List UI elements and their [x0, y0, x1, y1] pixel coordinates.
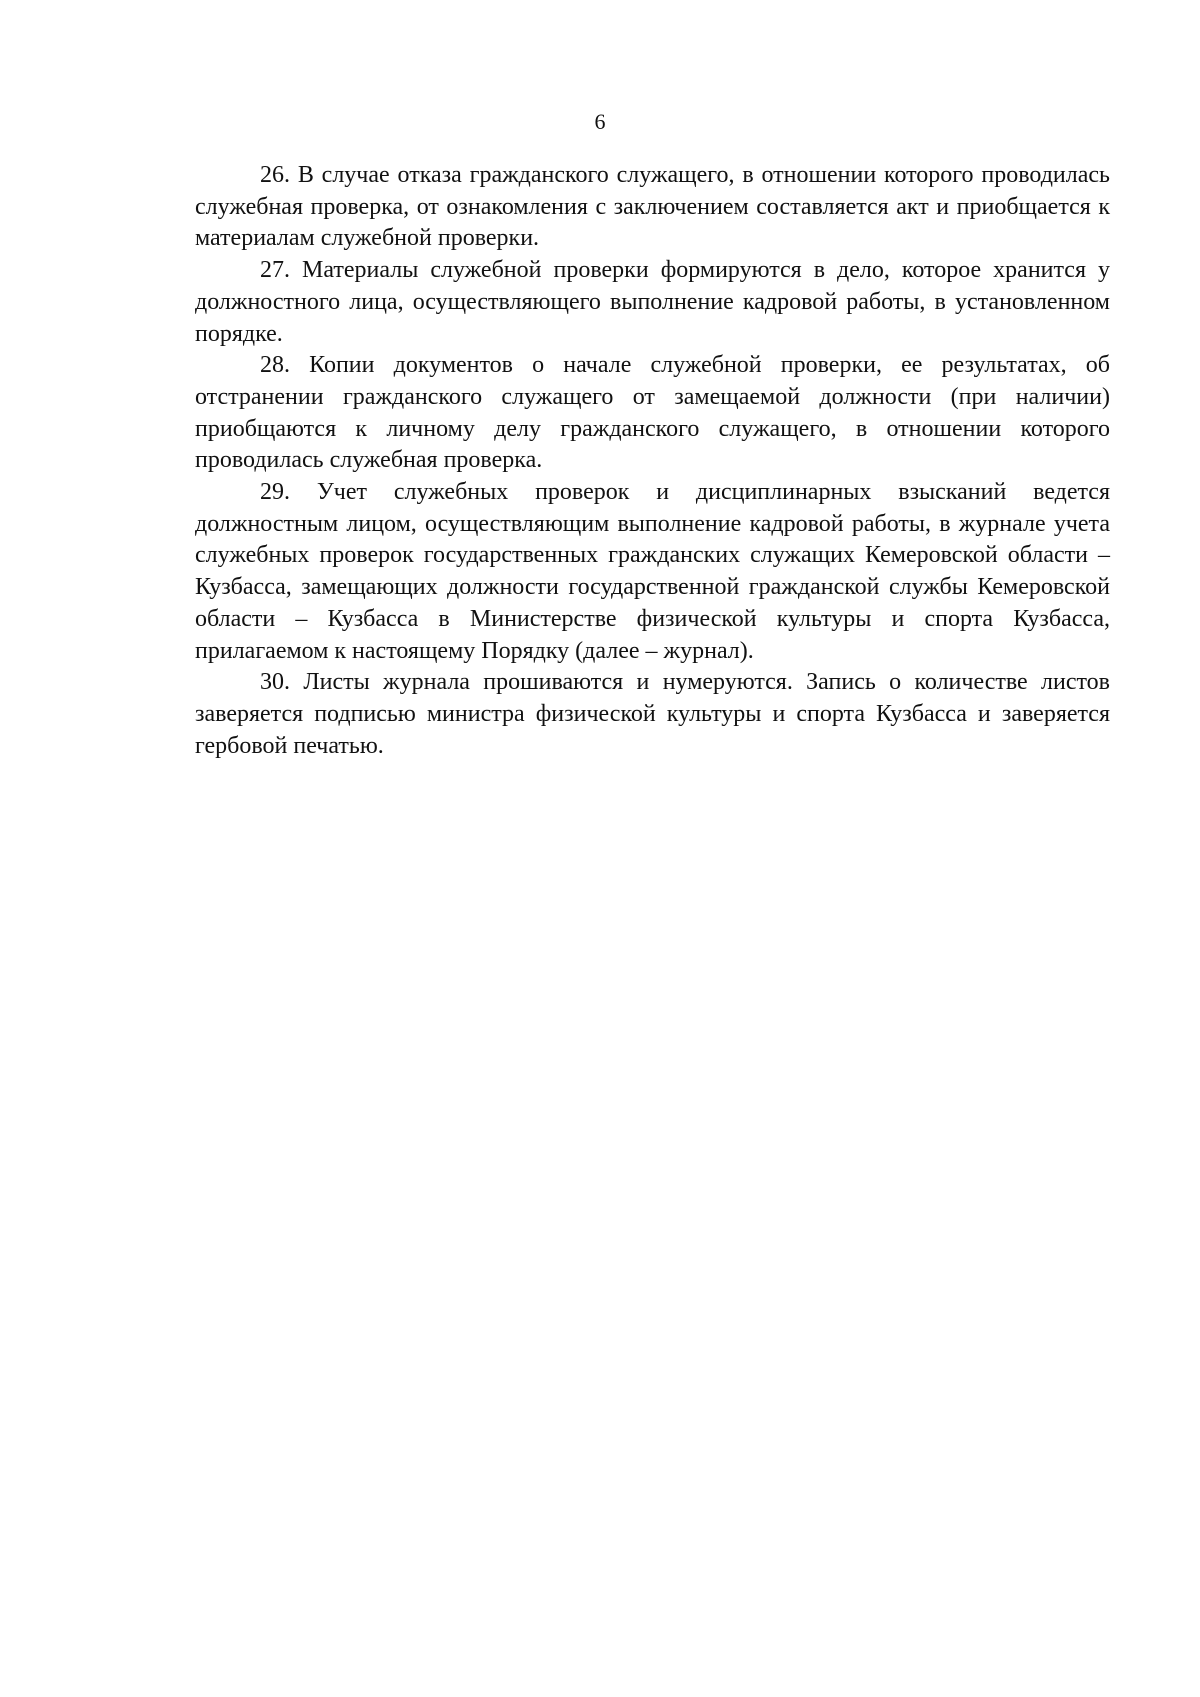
paragraph-28: 28. Копии документов о начале служебной проверки, ее результатах, об отстранении гражданского служащего от замещаемой должности (при наличии) приобщаются к личному делу гражданского служащего, в отношении которого проводилась служебная проверка.	[195, 352, 1110, 474]
paragraph-26: 26. В случае отказа гражданского служащего, в отношении которого проводилась служебная проверка, от ознакомления с заключением составляется акт и приобщается к материалам служебной проверки.	[195, 162, 1110, 252]
page-number: 6	[594, 109, 606, 134]
paragraph-29: 29. Учет служебных проверок и дисциплинарных взысканий ведется должностным лицом, осуществляющим выполнение кадровой работы, в журнале учета служебных проверок государственных гражданских служащих Кемеровской области – Кузбасса, замещающих должности государственной гражданской службы Кемеровской области – Кузбасса в Министерстве физической культуры и спорта Кузбасса, прилагаемом к настоящему Порядку (далее – журнал).	[195, 479, 1110, 664]
paragraph-30: 30. Листы журнала прошиваются и нумеруются. Запись о количестве листов заверяется подписью министра физической культуры и спорта Кузбасса и заверяется гербовой печатью.	[195, 669, 1110, 759]
document-body	[195, 160, 1110, 762]
paragraph-27: 27. Материалы служебной проверки формируются в дело, которое хранится у должностного лица, осуществляющего выполнение кадровой работы, в установленном порядке.	[195, 257, 1110, 347]
